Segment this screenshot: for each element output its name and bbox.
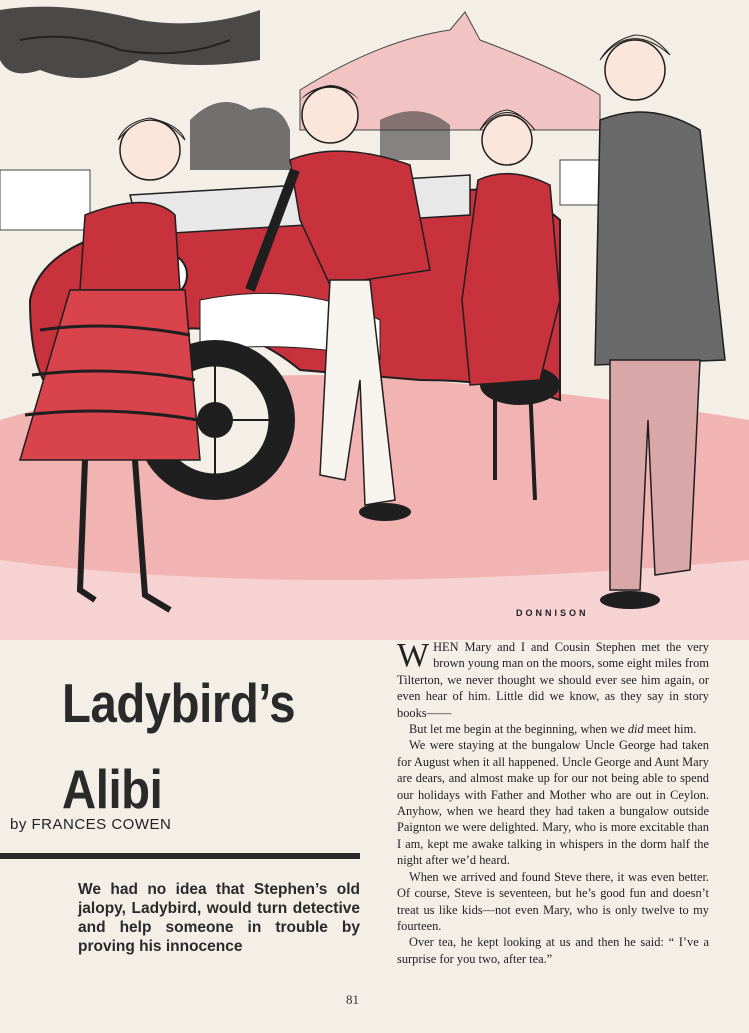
p2-before: But let me begin at the beginning, when we: [409, 722, 628, 737]
story-intro: We had no idea that Stephen’s old jalopy, Ladybird, would turn detective and help someone in trouble by proving his innocence: [78, 881, 360, 955]
story-paragraph-1-text: HEN Mary and I and Cousin Stephen met the very brown young man on the moors, some eight miles from Tilterton, we never thought we should ever see him again, or even hear of him. Little did we know, as they say in story books——: [397, 640, 709, 720]
byline: by FRANCES COWEN: [10, 816, 172, 833]
section-divider: [0, 853, 360, 859]
title-line-2: Alibi: [62, 758, 163, 820]
story-paragraph-1: [397, 639, 709, 721]
drop-cap: W: [397, 637, 430, 674]
story-column: [397, 639, 709, 967]
story-paragraph-3: We were staying at the bungalow Uncle George had taken for August when it all happened. Uncle George and Aunt Mary are dears, and almost make up for our not being able to spend our holidays with Father and Mother who are out in Ceylon. Anyhow, when we heard they had taken a bungalow outside Paignton we were delighted. Mary, who is more excitable than I am, kept me awake talking in whispers in the dorm half the night after we’d heard.: [397, 738, 709, 868]
story-paragraph-5: Over tea, he kept looking at us and then he said: “ I’ve a surprise for you two, after tea.”: [397, 935, 709, 966]
page-number: 81: [346, 992, 359, 1007]
p2-italic: did: [627, 722, 644, 737]
p2-after: meet him.: [643, 722, 697, 737]
artist-signature: DONNISON: [516, 608, 589, 618]
story-title: [62, 660, 320, 832]
story-paragraph-2: [397, 721, 709, 737]
title-line-1: Ladybird’s: [62, 672, 296, 734]
story-paragraph-4: When we arrived and found Steve there, it was even better. Of course, Steve is seventeen, but he’s good fun and doesn’t treat us like kids—not even Mary, who is only twelve to my fourteen.: [397, 869, 709, 933]
